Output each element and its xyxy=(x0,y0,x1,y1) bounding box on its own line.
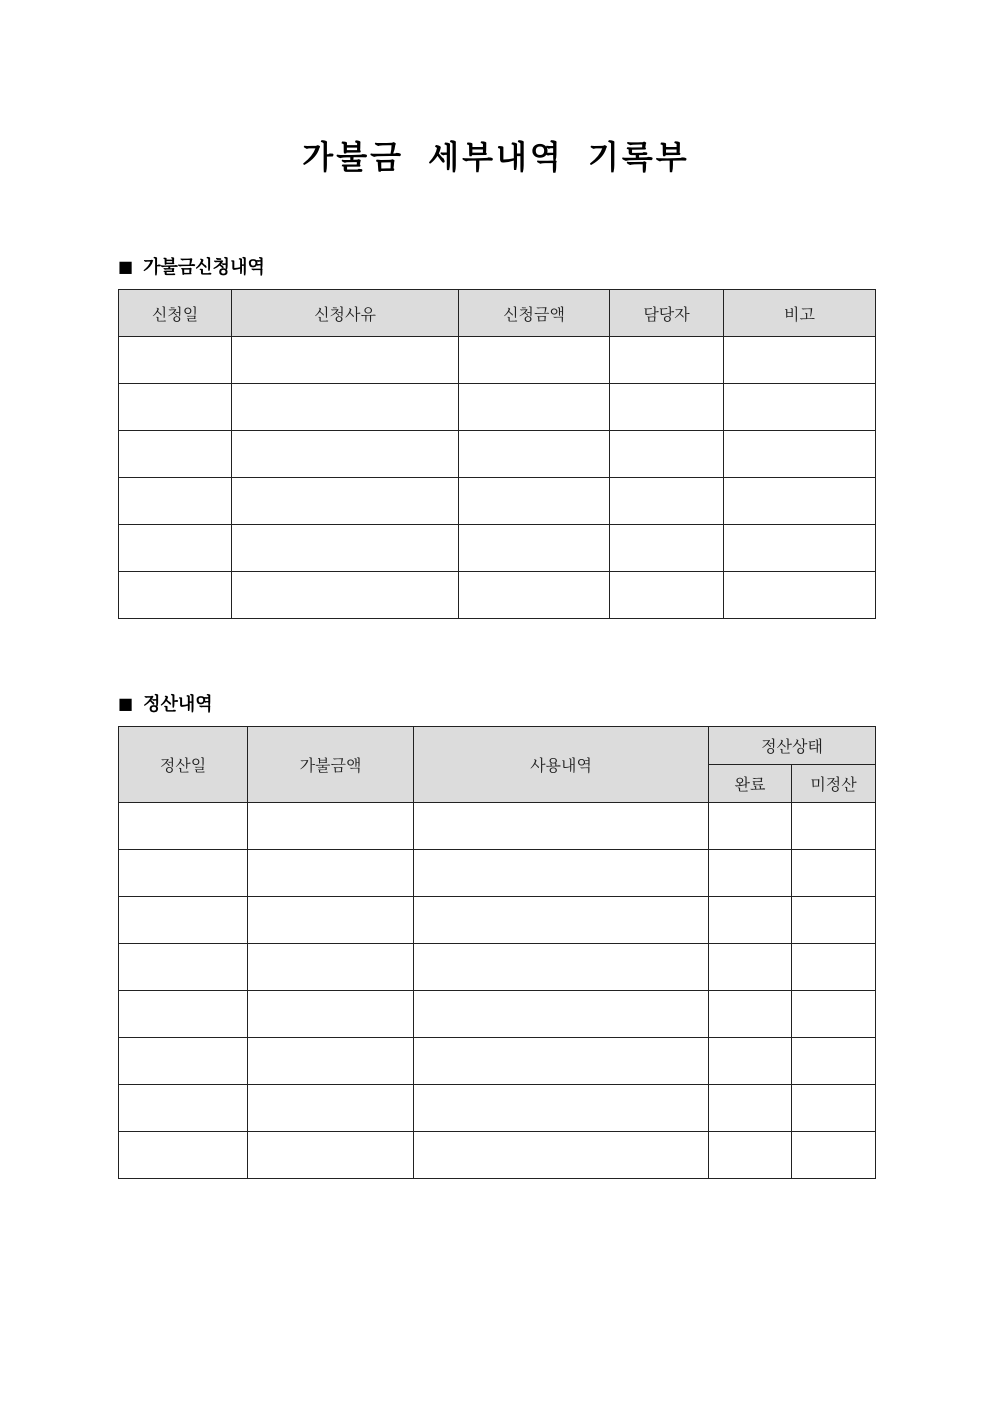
table-cell[interactable] xyxy=(724,478,876,525)
table-cell[interactable] xyxy=(248,944,414,991)
header-usage-details: 사용내역 xyxy=(414,727,709,803)
table-cell[interactable] xyxy=(119,572,232,619)
table-cell[interactable] xyxy=(248,850,414,897)
table-row xyxy=(119,384,876,431)
table-cell[interactable] xyxy=(248,897,414,944)
table-cell[interactable] xyxy=(414,850,709,897)
table-cell[interactable] xyxy=(610,337,724,384)
table-cell[interactable] xyxy=(459,572,610,619)
table-row xyxy=(119,897,876,944)
header-advance-amount: 가불금액 xyxy=(248,727,414,803)
table-row xyxy=(119,1085,876,1132)
table-cell[interactable] xyxy=(248,803,414,850)
table-row xyxy=(119,1038,876,1085)
table-cell[interactable] xyxy=(724,431,876,478)
section-heading-advance-request xyxy=(118,253,265,279)
table-cell[interactable] xyxy=(232,384,459,431)
table-cell[interactable] xyxy=(119,1085,248,1132)
table-cell[interactable] xyxy=(414,803,709,850)
table-cell[interactable] xyxy=(119,897,248,944)
header-request-amount: 신청금액 xyxy=(459,290,610,337)
table-row xyxy=(119,572,876,619)
table-row xyxy=(119,431,876,478)
table-cell[interactable] xyxy=(792,1132,876,1179)
table-cell[interactable] xyxy=(414,1132,709,1179)
table-cell[interactable] xyxy=(119,991,248,1038)
table-cell[interactable] xyxy=(119,803,248,850)
settlement-table xyxy=(118,726,876,1179)
table-cell[interactable] xyxy=(724,572,876,619)
table-cell[interactable] xyxy=(232,525,459,572)
table-cell[interactable] xyxy=(248,1038,414,1085)
table-cell[interactable] xyxy=(119,944,248,991)
table-cell[interactable] xyxy=(610,478,724,525)
table-cell[interactable] xyxy=(414,944,709,991)
table-cell[interactable] xyxy=(248,1085,414,1132)
table-row xyxy=(119,337,876,384)
table-cell[interactable] xyxy=(709,944,792,991)
table-cell[interactable] xyxy=(709,991,792,1038)
table-cell[interactable] xyxy=(414,991,709,1038)
table-cell[interactable] xyxy=(119,431,232,478)
table-cell[interactable] xyxy=(792,1085,876,1132)
table-cell[interactable] xyxy=(232,478,459,525)
square-bullet-icon: ■ xyxy=(118,693,134,713)
table-cell[interactable] xyxy=(414,897,709,944)
table-row xyxy=(119,525,876,572)
table-header-row xyxy=(119,290,876,337)
table-cell[interactable] xyxy=(459,384,610,431)
table-cell[interactable] xyxy=(709,1132,792,1179)
advance-request-table xyxy=(118,289,876,619)
table-cell[interactable] xyxy=(119,1038,248,1085)
section-heading-settlement xyxy=(118,690,213,716)
table-cell[interactable] xyxy=(792,991,876,1038)
header-request-date: 신청일 xyxy=(119,290,232,337)
table-cell[interactable] xyxy=(610,525,724,572)
table-cell[interactable] xyxy=(119,525,232,572)
table-row xyxy=(119,944,876,991)
table-cell[interactable] xyxy=(459,337,610,384)
table-cell[interactable] xyxy=(709,1085,792,1132)
header-unsettled: 미정산 xyxy=(792,765,876,803)
table-cell[interactable] xyxy=(610,431,724,478)
table-cell[interactable] xyxy=(119,478,232,525)
table-cell[interactable] xyxy=(709,1038,792,1085)
table-row xyxy=(119,850,876,897)
table-cell[interactable] xyxy=(792,1038,876,1085)
table-cell[interactable] xyxy=(119,337,232,384)
table-cell[interactable] xyxy=(232,431,459,478)
page-title: 가불금 세부내역 기록부 xyxy=(302,138,690,176)
table-cell[interactable] xyxy=(119,1132,248,1179)
square-bullet-icon: ■ xyxy=(118,256,134,276)
table-cell[interactable] xyxy=(709,803,792,850)
table-cell[interactable] xyxy=(709,850,792,897)
header-manager: 담당자 xyxy=(610,290,724,337)
table-cell[interactable] xyxy=(119,850,248,897)
table-cell[interactable] xyxy=(610,384,724,431)
header-remarks: 비고 xyxy=(724,290,876,337)
section-heading-label: 가불금신청내역 xyxy=(143,257,265,278)
table-cell[interactable] xyxy=(724,337,876,384)
table-cell[interactable] xyxy=(232,572,459,619)
table-cell[interactable] xyxy=(724,384,876,431)
header-settlement-date: 정산일 xyxy=(119,727,248,803)
table-cell[interactable] xyxy=(119,384,232,431)
section-heading-label: 정산내역 xyxy=(143,694,213,715)
table-cell[interactable] xyxy=(792,803,876,850)
table-cell[interactable] xyxy=(792,897,876,944)
header-request-reason: 신청사유 xyxy=(232,290,459,337)
table-cell[interactable] xyxy=(248,991,414,1038)
table-row xyxy=(119,991,876,1038)
header-completed: 완료 xyxy=(709,765,792,803)
table-row xyxy=(119,803,876,850)
table-cell[interactable] xyxy=(459,478,610,525)
table-cell[interactable] xyxy=(232,337,459,384)
table-cell[interactable] xyxy=(792,944,876,991)
header-settlement-status: 정산상태 xyxy=(709,727,876,765)
table-row xyxy=(119,478,876,525)
table-cell[interactable] xyxy=(414,1038,709,1085)
table-cell[interactable] xyxy=(459,525,610,572)
table-cell[interactable] xyxy=(709,897,792,944)
table-cell[interactable] xyxy=(792,850,876,897)
table-cell[interactable] xyxy=(414,1085,709,1132)
table-cell[interactable] xyxy=(248,1132,414,1179)
table-header-row xyxy=(119,727,876,765)
table-row xyxy=(119,1132,876,1179)
table-cell[interactable] xyxy=(724,525,876,572)
table-cell[interactable] xyxy=(610,572,724,619)
table-cell[interactable] xyxy=(459,431,610,478)
